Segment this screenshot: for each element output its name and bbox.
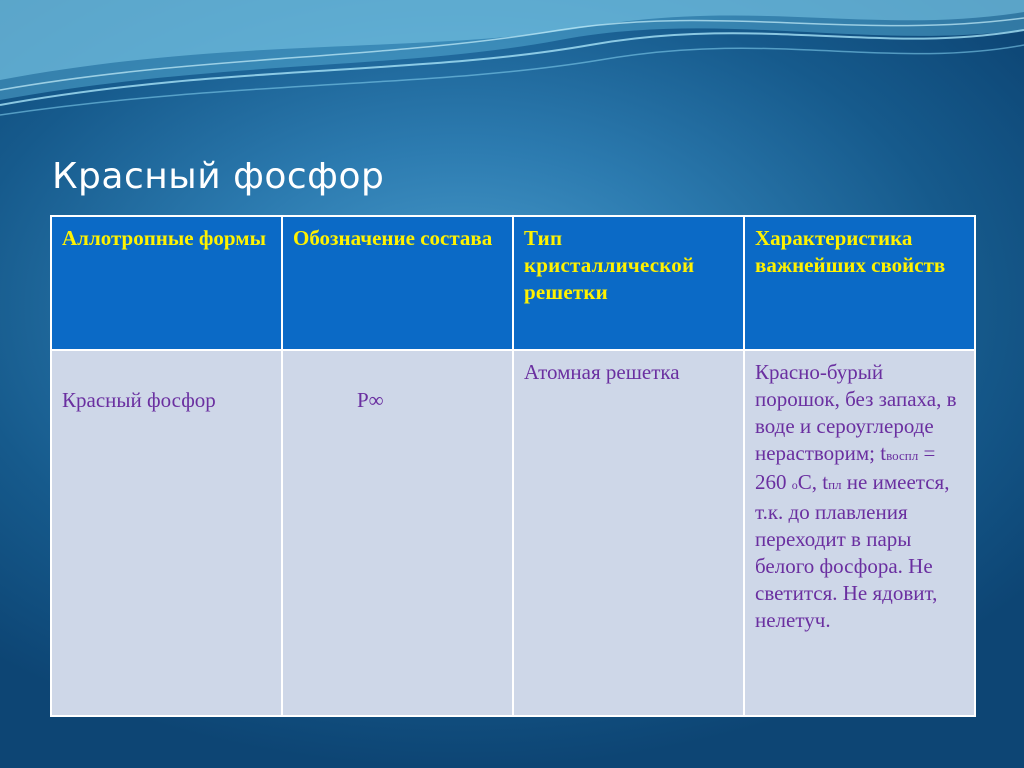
- header-cell-forms: Аллотропные формы: [51, 216, 282, 350]
- decorative-waves: [0, 0, 1024, 130]
- slide-title: Красный фосфор: [52, 156, 385, 197]
- table-row: [51, 350, 975, 716]
- cell-lattice: Атомная решетка: [513, 350, 744, 716]
- header-cell-notation: Обозначение состава: [282, 216, 513, 350]
- table-header-row: [51, 216, 975, 350]
- cell-properties: Красно-бурый порошок, без запаха, в воде и сероуглероде нерастворим; tвоспл = 260 oC, tпл не имеется, т.к. до плавления переходит в пары белого фосфора. Не светится. Не ядовит, нелетуч.: [744, 350, 975, 716]
- header-cell-lattice: Тип кристаллической решетки: [513, 216, 744, 350]
- header-cell-properties: Характеристика важнейших свойств: [744, 216, 975, 350]
- cell-form: Красный фосфор: [51, 350, 282, 716]
- phosphorus-table: [50, 215, 976, 717]
- cell-notation: P∞: [282, 350, 513, 716]
